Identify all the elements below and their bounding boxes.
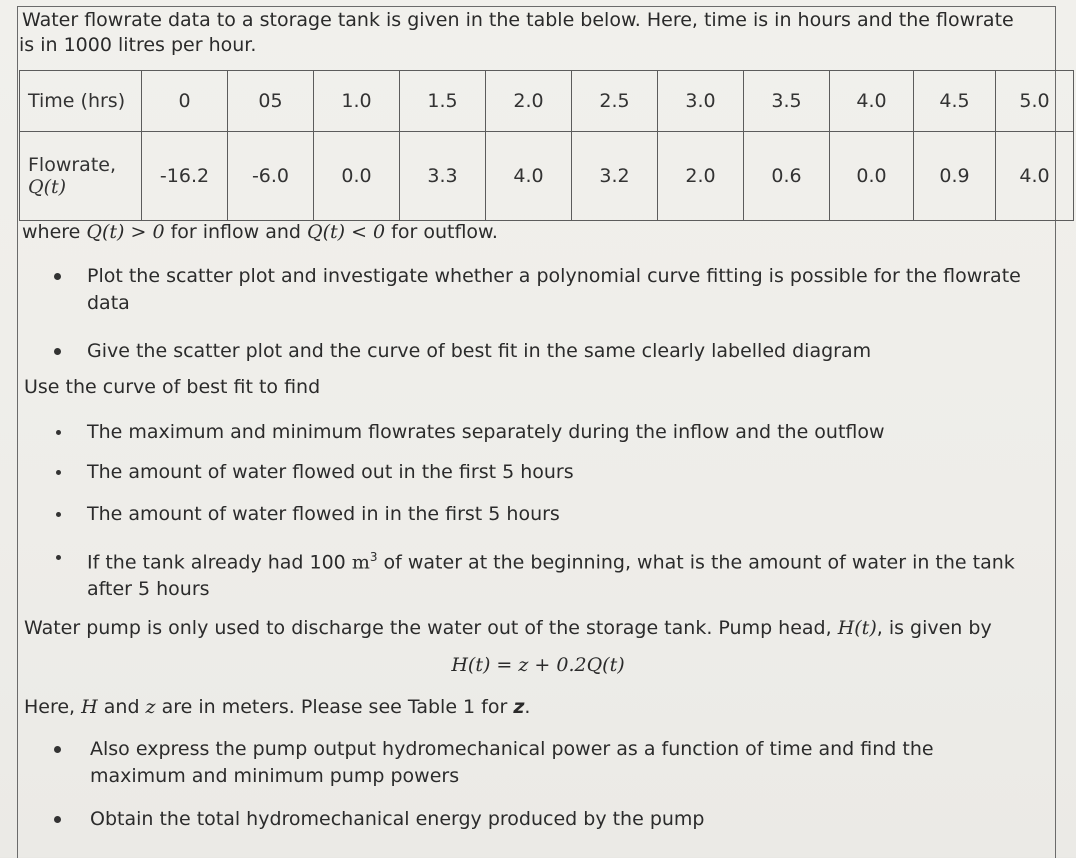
bullet-icon [54, 348, 61, 355]
table-cell: 05 [228, 71, 314, 132]
table-cell: 3.0 [658, 71, 744, 132]
where-line: where Q(t) > 0 for inflow and Q(t) < 0 for outflow. [22, 221, 498, 243]
table-cell: 4.0 [830, 71, 914, 132]
table-row-flowrate [20, 132, 1074, 221]
table-row-time [20, 71, 1074, 132]
row-header-flowrate-text: Flowrate, [28, 154, 117, 176]
bullet-icon [54, 746, 61, 753]
table-cell: 3.5 [744, 71, 830, 132]
table-cell: -16.2 [142, 132, 228, 221]
table-cell: 3.2 [572, 132, 658, 221]
table-cell: 3.3 [400, 132, 486, 221]
table-cell: 4.0 [486, 132, 572, 221]
table-cell: 0.9 [914, 132, 996, 221]
table-cell: 2.0 [658, 132, 744, 221]
intro-line-1: Water flowrate data to a storage tank is given in the table below. Here, time is in hours and the flowrate [22, 9, 1014, 31]
row-header-flowrate [20, 132, 142, 221]
bullet-icon [56, 470, 61, 475]
table-cell: 2.5 [572, 71, 658, 132]
row-header-time: Time (hrs) [20, 71, 142, 132]
bullet-icon [56, 430, 61, 435]
table-cell: 0 [142, 71, 228, 132]
table-cell: 4.5 [914, 71, 996, 132]
row-header-flowrate-symbol: Q(t) [28, 176, 67, 198]
flowrate-table [19, 70, 1074, 221]
intro-line-2: is in 1000 litres per hour. [19, 34, 257, 56]
table-cell: 5.0 [996, 71, 1074, 132]
use-curve-line: Use the curve of best fit to find [24, 376, 321, 398]
table-cell: 1.0 [314, 71, 400, 132]
bullet-icon [56, 555, 61, 560]
table-cell: 4.0 [996, 132, 1074, 221]
table-cell: 2.0 [486, 71, 572, 132]
table-cell: 0.6 [744, 132, 830, 221]
pump-paragraph: Water pump is only used to discharge the water out of the storage tank. Pump head, H(t), is given by [24, 617, 992, 639]
table-cell: 0.0 [314, 132, 400, 221]
bullet-icon [54, 816, 61, 823]
bullet-icon [56, 512, 61, 517]
bullet-icon [54, 273, 61, 280]
here-line: Here, H and z are in meters. Please see Table 1 for z. [24, 696, 531, 718]
document-page: Water flowrate data to a storage tank is given in the table below. Here, time is in hours and the flowrate is in 1000 litres per hour. Time (hrs) 0 05 1.0 1.5 2.0 2.5 3.0 3.5 4.0 4.5 5.0 Flowrate, Q(t) -16.2 -6.0 0.0 3.3 4.0 3.2 2.0 0.6 0.0 0.9 4.0 where Q(t) > 0 for inflow and Q(t) < 0 for outflow. Plot the scatter plot and investigate whether a polynomial curve fitting is possible for the flowrate data Give the scatter plot and the curve of best fit in the same clearly labelled diagram Use the curve of best fit to find The maximum and minimum flowrates separately during the inflow and the outflow The amount of water flowed out in the first 5 hours The amount of water flowed in in the first 5 hours If the tank already had 100 $m^3$ of water at the beginning, what is the amount of water in the tank after 5 hours Water pump is only used to discharge the water out of the storage tank. Pump head, H(t), is given by H(t) = z + 0.2Q(t) Here, H and z are in meters. Please see Table 1 for z. Also express the pump output hydromechanical power as a function of time and find the maximum and minimum pump powers Obtain the total hydromechanical energy produced by the pump [0, 0, 1076, 857]
table-cell: -6.0 [228, 132, 314, 221]
table-cell: 1.5 [400, 71, 486, 132]
table-cell: 0.0 [830, 132, 914, 221]
pump-head-formula: H(t) = z + 0.2Q(t) [451, 654, 625, 676]
